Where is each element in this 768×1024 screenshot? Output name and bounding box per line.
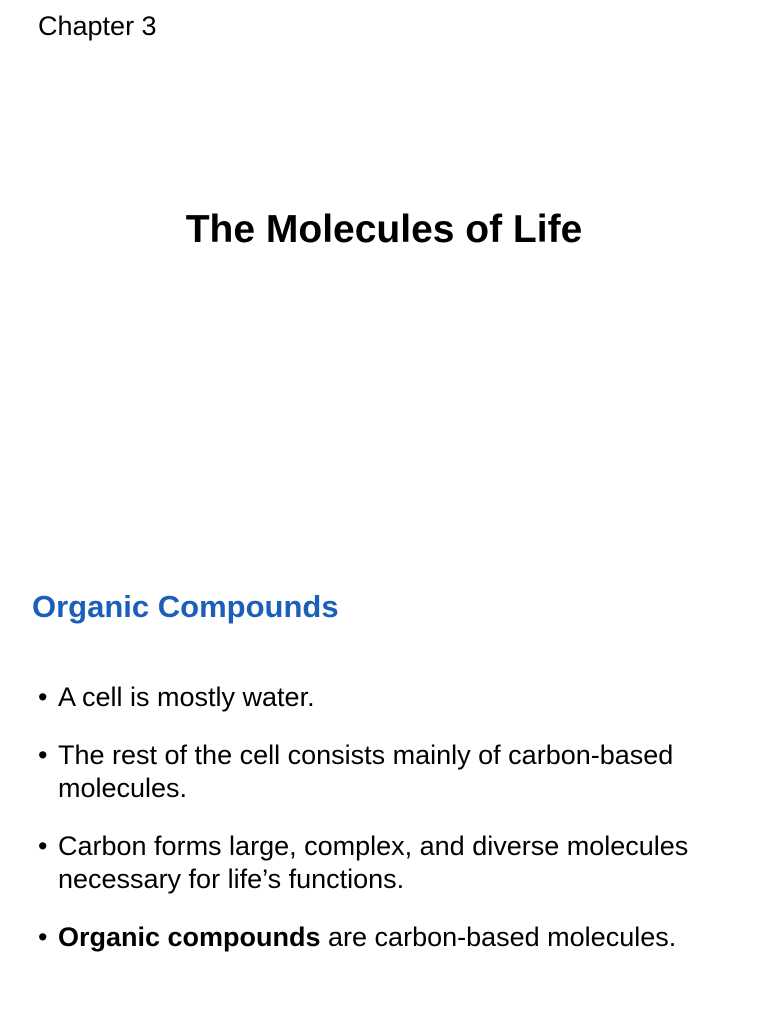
bullet-icon: • xyxy=(38,682,48,712)
bullet-text: The rest of the cell consists mainly of carbon-based molecules. xyxy=(58,740,674,803)
bullet-bold-text: Organic compounds xyxy=(58,922,321,952)
bullet-icon: • xyxy=(38,922,48,952)
section-heading: Organic Compounds xyxy=(32,589,339,624)
bullet-list xyxy=(38,681,753,954)
bullet-text: Carbon forms large, complex, and diverse molecules necessary for life’s functions. xyxy=(58,831,689,894)
bullet-text: A cell is mostly water. xyxy=(58,682,315,712)
chapter-label: Chapter 3 xyxy=(38,11,157,41)
bullet-icon: • xyxy=(38,740,48,770)
slide-title: The Molecules of Life xyxy=(185,208,583,251)
content-slide xyxy=(0,512,768,1024)
bullet-item xyxy=(38,681,753,714)
bullet-text: are carbon-based molecules. xyxy=(320,922,677,952)
bullet-icon: • xyxy=(38,831,48,861)
bullet-item xyxy=(38,739,753,805)
bullet-item xyxy=(38,921,753,954)
bullet-item xyxy=(38,830,753,896)
